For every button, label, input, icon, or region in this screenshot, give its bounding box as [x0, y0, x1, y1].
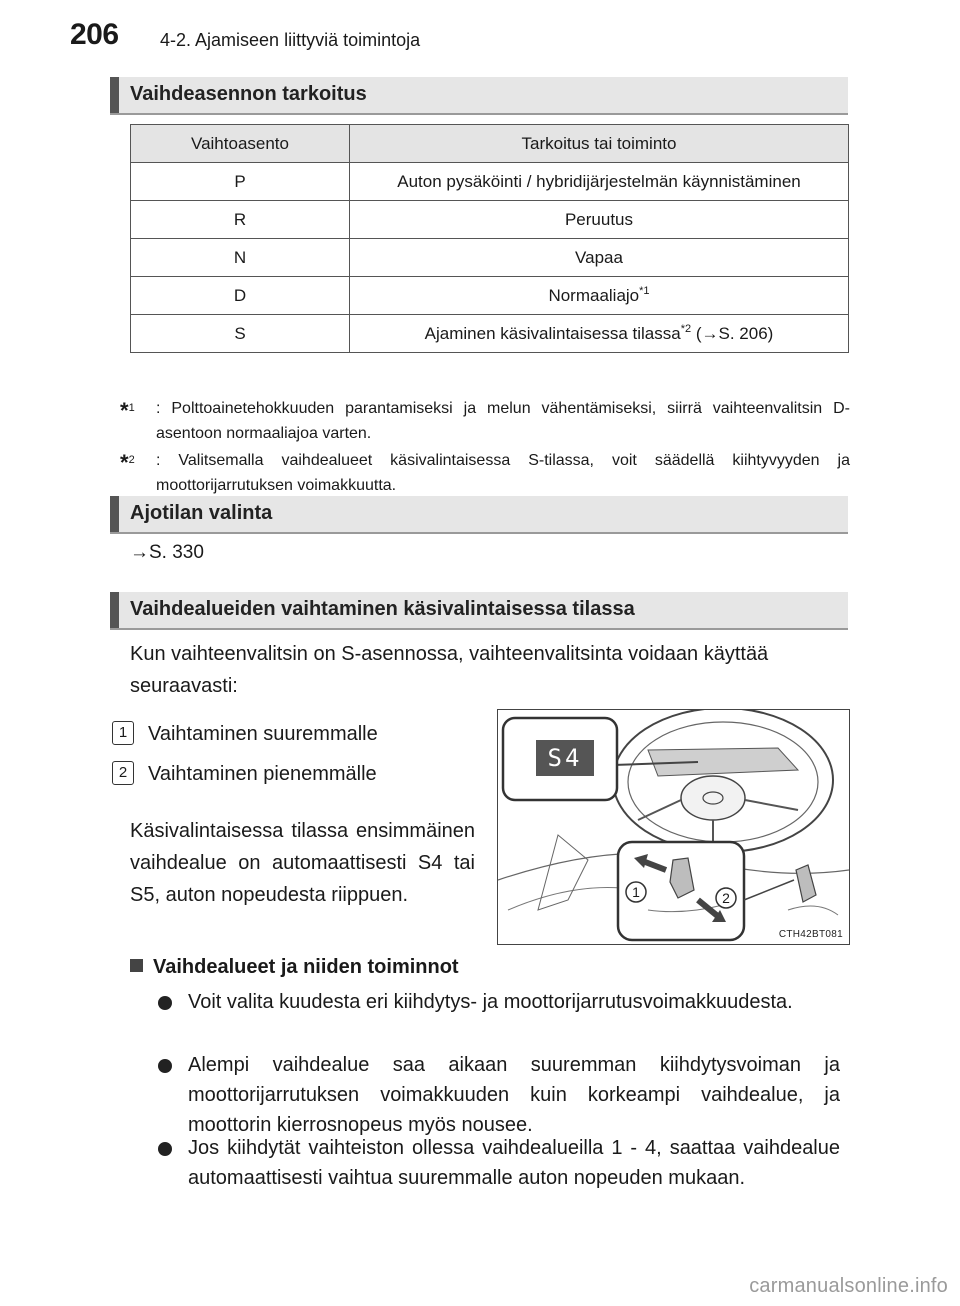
cell-function: Auton pysäköinti / hybridijärjestelmän käynnistäminen	[350, 163, 849, 201]
step-list	[112, 714, 472, 794]
bullet-dot-icon	[158, 1059, 172, 1073]
step-number-badge: 2	[112, 761, 134, 785]
table-row	[131, 201, 849, 239]
section-title: Vaihdealueiden vaihtaminen käsivalintaisessa tilassa	[130, 598, 635, 620]
figure-code: CTH42BT081	[778, 929, 843, 940]
footnote-1: *$^1$ : Polttoainetehokkuuden parantamiseksi ja melun vähentämiseksi, siirrä vaihteenvalitsin D-asentoon normaaliajoa varten.	[120, 398, 850, 442]
list-item: Alempi vaihdealue saa aikaan suuremman kiihdytysvoiman ja moottorijarrutuksen voimakkuuden kuin korkeampi vaihdealue, ja moottorin kierrosnopeus myös nousee.	[158, 1050, 840, 1140]
table-row	[131, 315, 849, 353]
table-row	[131, 239, 849, 277]
list-item: Voit valita kuudesta eri kiihdytys- ja moottorijarrutusvoimakkuudesta.	[158, 987, 840, 1017]
table-row	[131, 163, 849, 201]
column-header-function: Tarkoitus tai toiminto	[350, 125, 849, 163]
bullet-dot-icon	[158, 996, 172, 1010]
cell-function: Vapaa	[350, 239, 849, 277]
callout-2: 2	[722, 890, 730, 906]
description-paragraph: Käsivalintaisessa tilassa ensimmäinen vaihdealue on automaattisesti S4 tai S5, auton nopeudesta riippuen.	[130, 820, 475, 906]
cell-position: S	[131, 315, 350, 353]
column-header-position: Vaihtoasento	[131, 125, 350, 163]
bullet-dot-icon	[158, 1142, 172, 1156]
table-row	[131, 277, 849, 315]
section-title: Ajotilan valinta	[130, 502, 273, 524]
footnote-ref: *2	[680, 323, 692, 335]
step-number-badge: 1	[112, 721, 134, 745]
shift-lever-illustration	[497, 709, 850, 945]
cell-position: R	[131, 201, 350, 239]
page-number: 206	[70, 18, 119, 51]
watermark: carmanualsonline.info	[749, 1275, 948, 1297]
page-reference-link[interactable]: →S. 330	[130, 542, 204, 563]
list-item: 2 Vaihtaminen pienemmälle	[112, 754, 472, 794]
section-heading-drive-mode	[110, 496, 848, 534]
list-item: 1 Vaihtaminen suuremmalle	[112, 714, 472, 754]
callout-1: 1	[632, 884, 640, 900]
page-reference[interactable]: (→S. 206)	[691, 324, 774, 343]
cell-position: P	[131, 163, 350, 201]
gear-display-label: S4	[547, 744, 583, 772]
section-title: Vaihdeasennon tarkoitus	[130, 83, 367, 105]
table-header-row	[131, 125, 849, 163]
section-heading-gear-purpose	[110, 77, 848, 115]
heading-bar	[110, 592, 119, 628]
cell-position: N	[131, 239, 350, 277]
cell-position: D	[131, 277, 350, 315]
cell-function: Peruutus	[350, 201, 849, 239]
list-item: Jos kiihdytät vaihteiston ollessa vaihdealueilla 1 - 4, saattaa vaihdealue automaattisesti vaihtua suuremmalle auton nopeuden mukaan.	[158, 1133, 840, 1193]
cell-function: Ajaminen käsivalintaisessa tilassa$^{*2}$ (→S. 206)	[350, 315, 849, 353]
footnote-2: *$^2$ : Valitsemalla vaihdealueet käsivalintaisessa S-tilassa, voit säädellä kiihtyvyyden ja moottorijarrutuksen voimakkuutta.	[120, 450, 850, 494]
square-bullet-icon	[130, 959, 143, 972]
heading-bar	[110, 77, 119, 113]
cell-function: Normaaliajo$^{*1}$	[350, 277, 849, 315]
gear-position-table	[130, 124, 849, 353]
heading-bar	[110, 496, 119, 532]
subsection-heading: Vaihdealueet ja niiden toiminnot	[130, 956, 459, 979]
running-head: 4-2. Ajamiseen liittyviä toimintoja	[160, 30, 421, 50]
intro-paragraph: Kun vaihteenvalitsin on S-asennossa, vaihteenvalitsinta voidaan käyttää seuraavasti:	[130, 643, 769, 697]
footnote-ref: *1	[639, 285, 650, 297]
section-heading-manual-mode	[110, 592, 848, 630]
